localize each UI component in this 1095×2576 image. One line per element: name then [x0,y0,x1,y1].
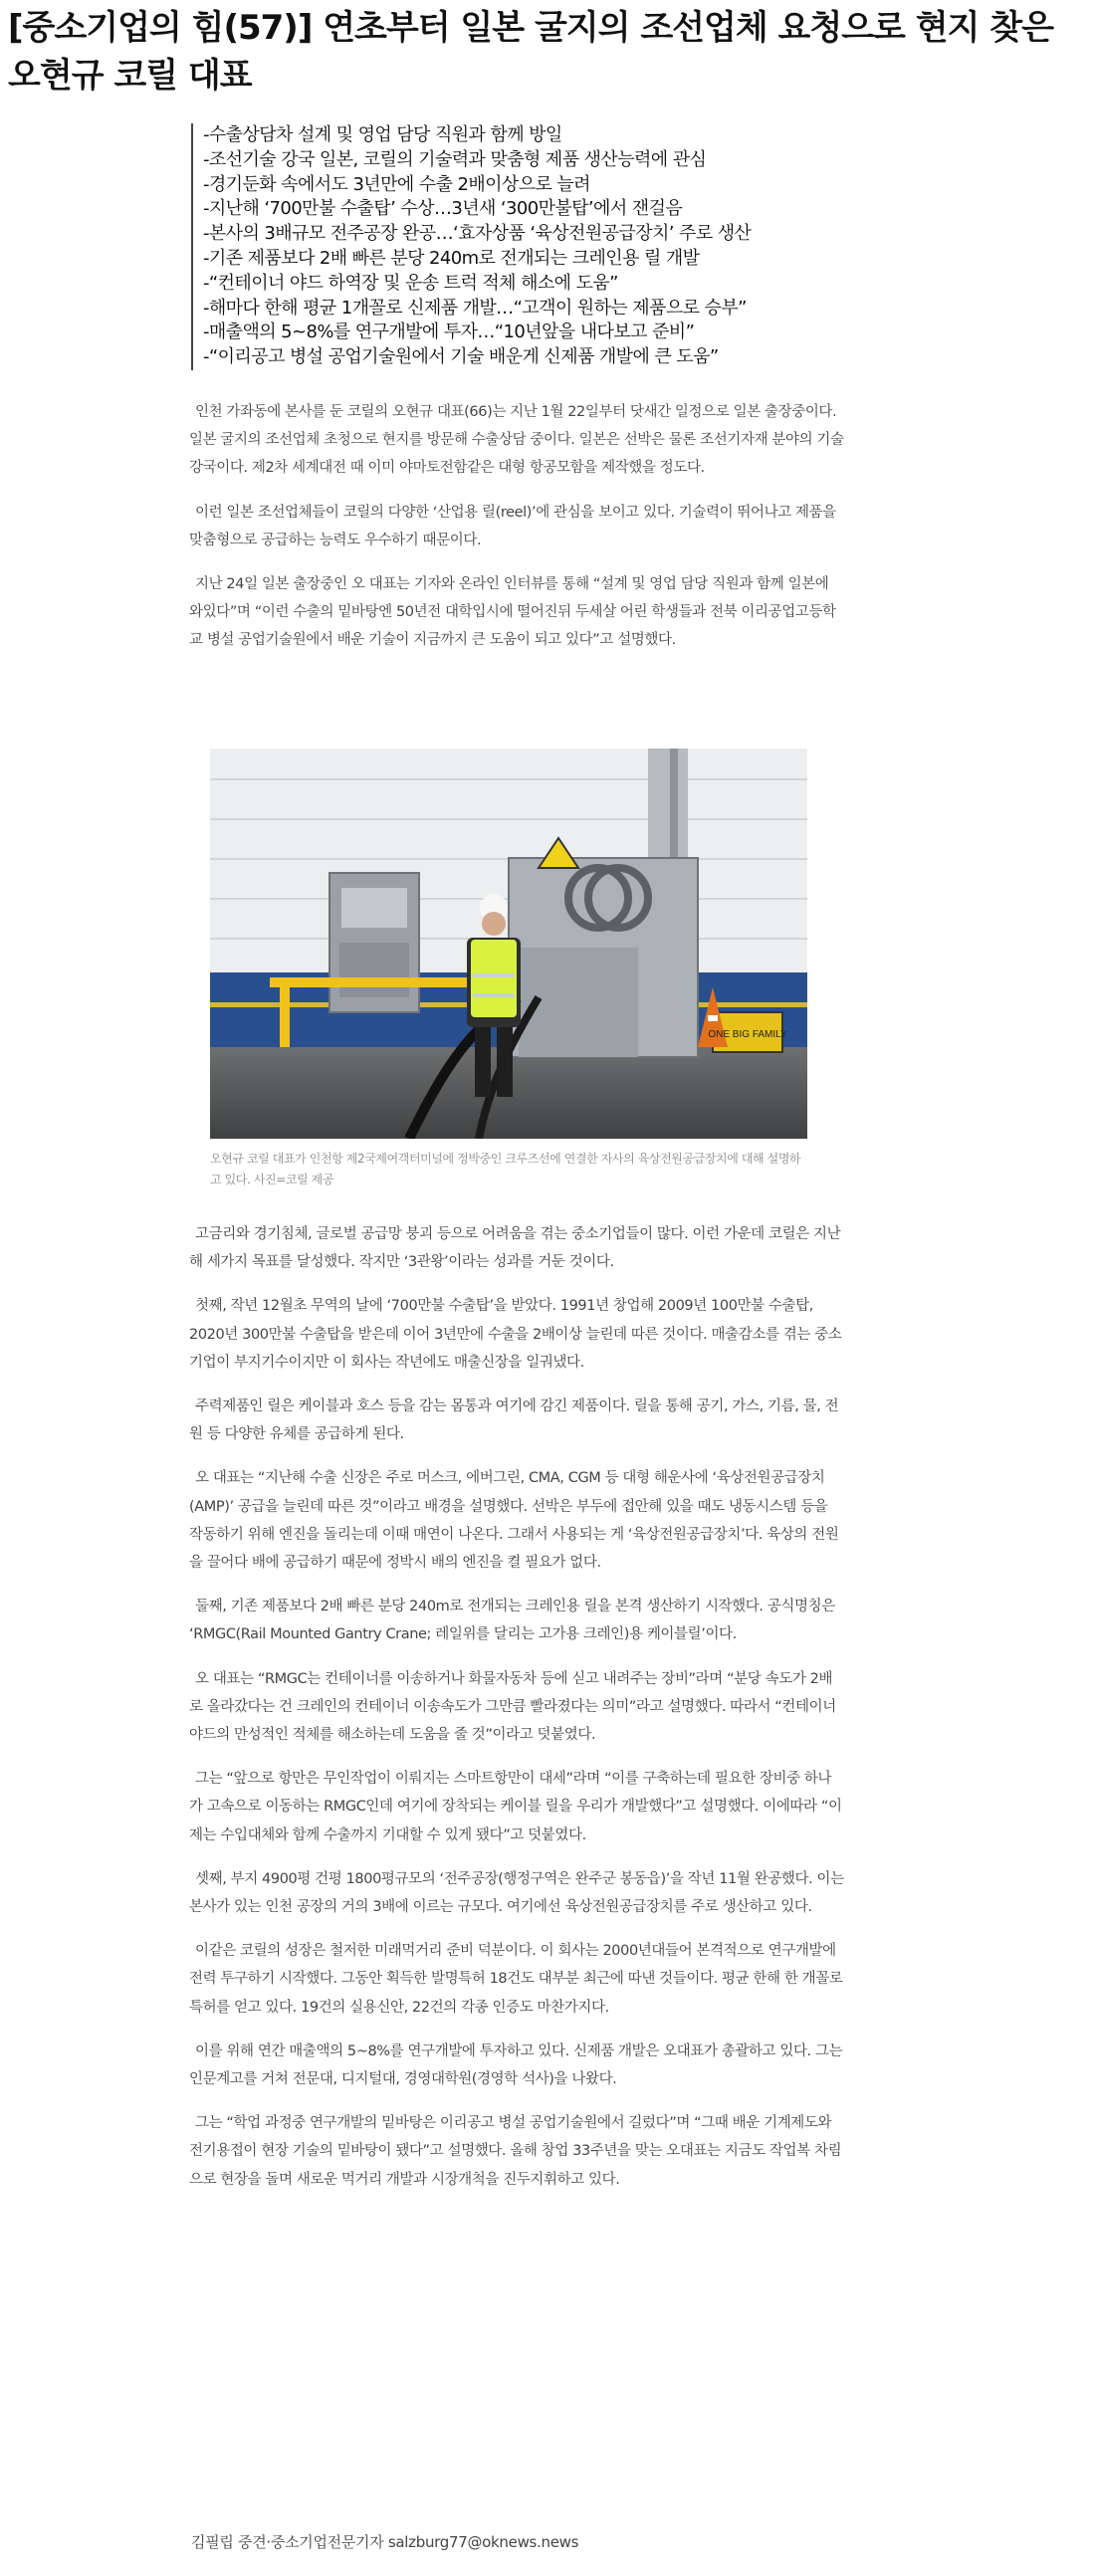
article-body-bottom [189,1220,844,2210]
photo-caption: 오현규 코릴 대표가 인천항 제2국제여객터미널에 정박중인 크루즈선에 연결한 자사의 육상전원공급장치에 대해 설명하고 있다. 사진=코릴 제공 [210,1152,801,1186]
summary-line: -매출액의 5~8%를 연구개발에 투자…“10년앞을 내다보고 준비” [203,322,695,343]
summary-line: -경기둔화 속에서도 3년만에 수출 2배이상으로 늘려 [203,173,590,195]
article-paragraph: 지난 24일 일본 출장중인 오 대표는 기자와 온라인 인터뷰를 통해 “설계 및 영업 담당 직원과 함께 일본에 와있다”며 “이런 수출의 밑바탕엔 50년전 대학입시에 떨어진뒤 두세살 어린 학생들과 전북 이리공업고등학교 병설 공업기술원에서 배운 기술이 지금까지 큰 도움이 되고 있다”고 설명했다. [189,576,836,649]
article-body-top [189,398,844,671]
article-paragraph: 둘째, 기존 제품보다 2배 빠른 분당 240m로 전개되는 크레인용 릴을 본격 생산하기 시작했다. 공식명칭은 ‘RMGC(Rail Mounted Gantry Crane; 레일위를 달리는 고가용 크레인)용 케이블릴’이다. [189,1599,835,1643]
article-byline: 김필립 중견·중소기업전문기자 salzburg77@oknews.news [191,2533,579,2551]
summary-line: -본사의 3배규모 전주공장 완공…‘효자상품 ‘육상전원공급장치’ 주로 생산 [203,223,752,245]
article-paragraph: 이를 위해 연간 매출액의 5~8%를 연구개발에 투자하고 있다. 신제품 개발은 오대표가 총괄하고 있다. 그는 인문계고를 거쳐 전문대, 디지털대, 경영대학원(경영학 석사)을 나왔다. [189,2042,843,2088]
article-paragraph: 셋째, 부지 4900평 건평 1800평규모의 ‘전주공장(행정구역은 완주군 봉동읍)’을 작년 11월 완공했다. 이는 본사가 있는 인천 공장의 거의 3배에 이르는 규모다. 여기에선 육상전원공급장치를 주로 생산하고 있다. [189,1870,844,1916]
article-photo [210,749,807,1139]
summary-line: -“이리공고 병설 공업기술원에서 기술 배운게 신제품 개발에 큰 도움” [203,346,719,368]
summary-line: -“컨테이너 야드 하역장 및 운송 트럭 적체 해소에 도움” [203,272,618,294]
article-paragraph: 오 대표는 “지난해 수출 신장은 주로 머스크, 에버그린, CMA, CGM 등 대형 해운사에 ‘육상전원공급장치(AMP)’ 공급을 늘린데 따른 것”이라고 배경을 설명했다. 선박은 부두에 접안해 있을 때도 냉동시스템 등을 작동하기 위해 엔진을 돌리는데 이때 매연이 나온다. 그래서 사용되는 게 ‘육상전원공급장치’다. 육상의 전원을 끌어다 배에 공급하기 때문에 정박시 배의 엔진을 켤 필요가 없다. [189,1470,839,1572]
article-paragraph: 인천 가좌동에 본사를 둔 코릴의 오현규 대표(66)는 지난 1월 22일부터 닷새간 일정으로 일본 출장중이다. 일본 굴지의 조선업체 초청으로 현지를 방문해 수출상담 중이다. 일본은 선박은 물론 조선기자재 분야의 기술강국이다. 제2차 세계대전 때 이미 야마토전함같은 대형 항공모함을 제작했을 정도다. [189,404,844,477]
photo-sign-text: ONE BIG FAMILY [708,1029,787,1040]
summary-line: -조선기술 강국 일본, 코릴의 기술력과 맞춤형 제품 생산능력에 관심 [203,148,707,170]
summary-line: -수출상담차 설계 및 영업 담당 직원과 함께 방일 [203,124,562,145]
article-paragraph: 오 대표는 “RMGC는 컨테이너를 이송하거나 화물자동차 등에 싣고 내려주는 장비”라며 “분당 속도가 2배로 올라갔다는 건 크레인의 컨테이너 이송속도가 그만큼 빨라졌다는 의미”라고 설명했다. 따라서 “컨테이너 야드의 만성적인 적체를 해소하는데 도움을 줄 것”이라고 덧붙였다. [189,1670,836,1744]
summary-line: -해마다 한해 평균 1개꼴로 신제품 개발…“고객이 원하는 제품으로 승부” [203,297,747,319]
article-paragraph: 이같은 코릴의 성장은 철저한 미래먹거리 준비 덕분이다. 이 회사는 2000년대들어 본격적으로 연구개발에 전력 투구하기 시작했다. 그동안 획득한 발명특허 18건도 대부분 최근에 따낸 것들이다. 평균 한해 한 개꼴로 특허를 얻고 있다. 19건의 실용신안, 22건의 각종 인증도 마찬가지다. [189,1943,843,2016]
photo-illustration [210,749,807,1139]
article-paragraph: 주력제품인 릴은 케이블과 호스 등을 감는 몸통과 여기에 감긴 제품이다. 릴을 통해 공기, 가스, 기름, 물, 전원 등 다양한 유체를 공급하게 된다. [189,1398,839,1443]
summary-line: -기존 제품보다 2배 빠른 분당 240m로 전개되는 크레인용 릴 개발 [203,247,700,269]
article-summary [191,123,880,370]
article-paragraph: 그는 “학업 과정중 연구개발의 밑바탕은 이리공고 병설 공업기술원에서 길렀다”며 “그때 배운 기계제도와 전기용접이 현장 기술의 밑바탕이 됐다”고 설명했다. 올해 창업 33주년을 맞는 오대표는 지금도 작업복 차림으로 현장을 돌며 새로운 먹거리 개발과 시장개척을 진두지휘하고 있다. [189,2115,842,2188]
article-paragraph: 그는 “앞으로 항만은 무인작업이 이뤄지는 스마트항만이 대세”라며 “이를 구축하는데 필요한 장비중 하나가 고속으로 이동하는 RMGC인데 여기에 장착되는 케이블 릴을 우리가 개발했다”고 설명했다. 이에따라 “이제는 수입대체와 함께 수출까지 기대할 수 있게 됐다”고 덧붙였다. [189,1771,842,1843]
article-headline: [중소기업의 힘(57)] 연초부터 일본 굴지의 조선업체 요청으로 현지 찾은 오현규 코릴 대표 [8,8,1053,96]
article-paragraph: 첫째, 작년 12월초 무역의 날에 ‘700만불 수출탑’을 받았다. 1991년 창업해 2009년 100만불 수출탑, 2020년 300만불 수출탑을 받은데 이어 3년만에 수출을 2배이상 늘린데 따른 것이다. 매출감소를 겪는 중소기업이 부지기수이지만 이 회사는 작년에도 매출신장을 일궈냈다. [189,1298,842,1371]
article-paragraph: 고금리와 경기침체, 글로벌 공급망 붕괴 등으로 어려움을 겪는 중소기업들이 많다. 이런 가운데 코릴은 지난해 세가지 목표를 달성했다. 작지만 ‘3관왕’이라는 성과를 거둔 것이다. [189,1226,841,1271]
summary-line: -지난해 ‘700만불 수출탑’ 수상…3년새 ‘300만불탑’에서 잰걸음 [203,198,683,220]
article-paragraph: 이런 일본 조선업체들이 코릴의 다양한 ‘산업용 릴(reel)’에 관심을 보이고 있다. 기술력이 뛰어나고 제품을 맞춤형으로 공급하는 능력도 우수하기 때문이다. [189,504,836,548]
article-figure [210,749,807,1190]
